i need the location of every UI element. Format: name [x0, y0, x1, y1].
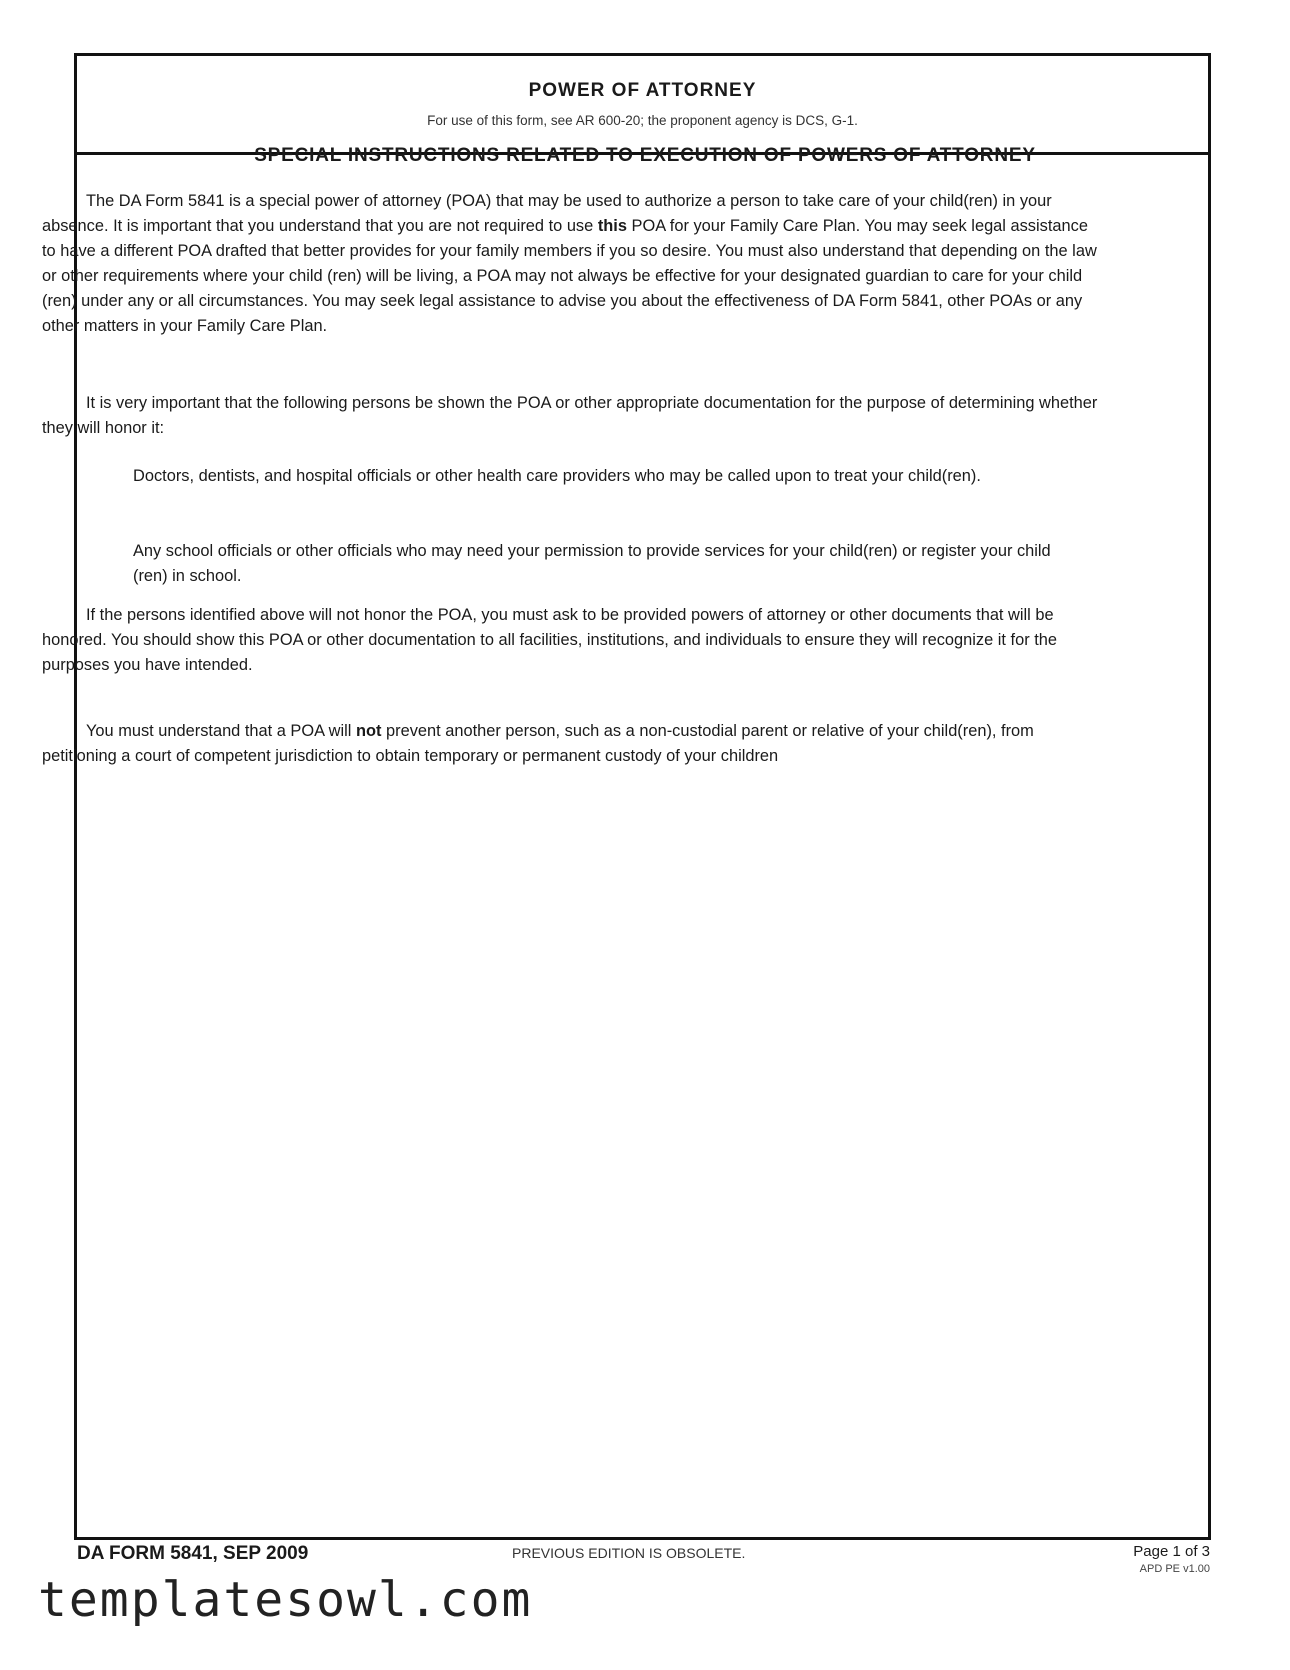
paragraph-text: You must understand that a POA will	[86, 722, 356, 740]
paragraph-poa-intro	[42, 189, 1102, 339]
list-item-health-care: Doctors, dentists, and hospital officials or other health care providers who may be called upon to treat your child(ren).	[133, 467, 981, 485]
paragraph-not-honored: If the persons identified above will not honor the POA, you must ask to be provided powers of attorney or other documents that will be honored. You should show this POA or other documentation to all facilities, institutions, and individuals to ensure they will recognize it for the purposes you have intended.	[42, 606, 1057, 674]
paragraph-custody	[42, 719, 1102, 769]
paragraph-persons-shown: It is very important that the following persons be shown the POA or other appropriate documentation for the purpose of determining whether they will honor it:	[42, 394, 1098, 437]
paragraph-text: The DA Form 5841 is a special power of attorney (POA) that may be used to authorize a person to take care of your child(ren) in your absence. It is important that you understand that you are not required to use	[42, 192, 1052, 235]
footer-obsolete-notice: PREVIOUS EDITION IS OBSOLETE.	[512, 1545, 746, 1561]
list-item-school-officials: Any school officials or other officials who may need your permission to provide services for your child(ren) or register your child (ren) in school.	[133, 542, 1051, 585]
form-title: POWER OF ATTORNEY	[528, 80, 757, 101]
footer-version: APD PE v1.00	[1139, 1563, 1210, 1575]
form-subtitle: For use of this form, see AR 600-20; the proponent agency is DCS, G-1.	[427, 113, 858, 128]
paragraph-text: prevent another person, such as a non-custodial parent or relative of your child(ren), from petitioning a court of competent jurisdiction to obtain temporary or permanent custody of your children	[42, 722, 1034, 765]
watermark: templatesowl.com	[38, 1572, 533, 1628]
paragraph-text: POA for your Family Care Plan. You may seek legal assistance to have a different POA drafted that better provides for your family members if you so desire. You must also understand that depending on the law or other requirements where your child (ren) will be living, a POA may not always be effective for your designated guardian to care for your child (ren) under any or all circumstances. You may seek legal assistance to advise you about the effectiveness of DA Form 5841, other POAs or any other matters in your Family Care Plan.	[42, 217, 1097, 335]
emphasis-not: not	[356, 722, 382, 740]
form-header	[77, 56, 1208, 155]
footer-page-number: Page 1 of 3	[1133, 1543, 1210, 1560]
section-heading: SPECIAL INSTRUCTIONS RELATED TO EXECUTION OF POWERS OF ATTORNEY	[254, 145, 1036, 166]
footer-form-id: DA FORM 5841, SEP 2009	[77, 1543, 309, 1564]
emphasis-this: this	[597, 217, 627, 235]
